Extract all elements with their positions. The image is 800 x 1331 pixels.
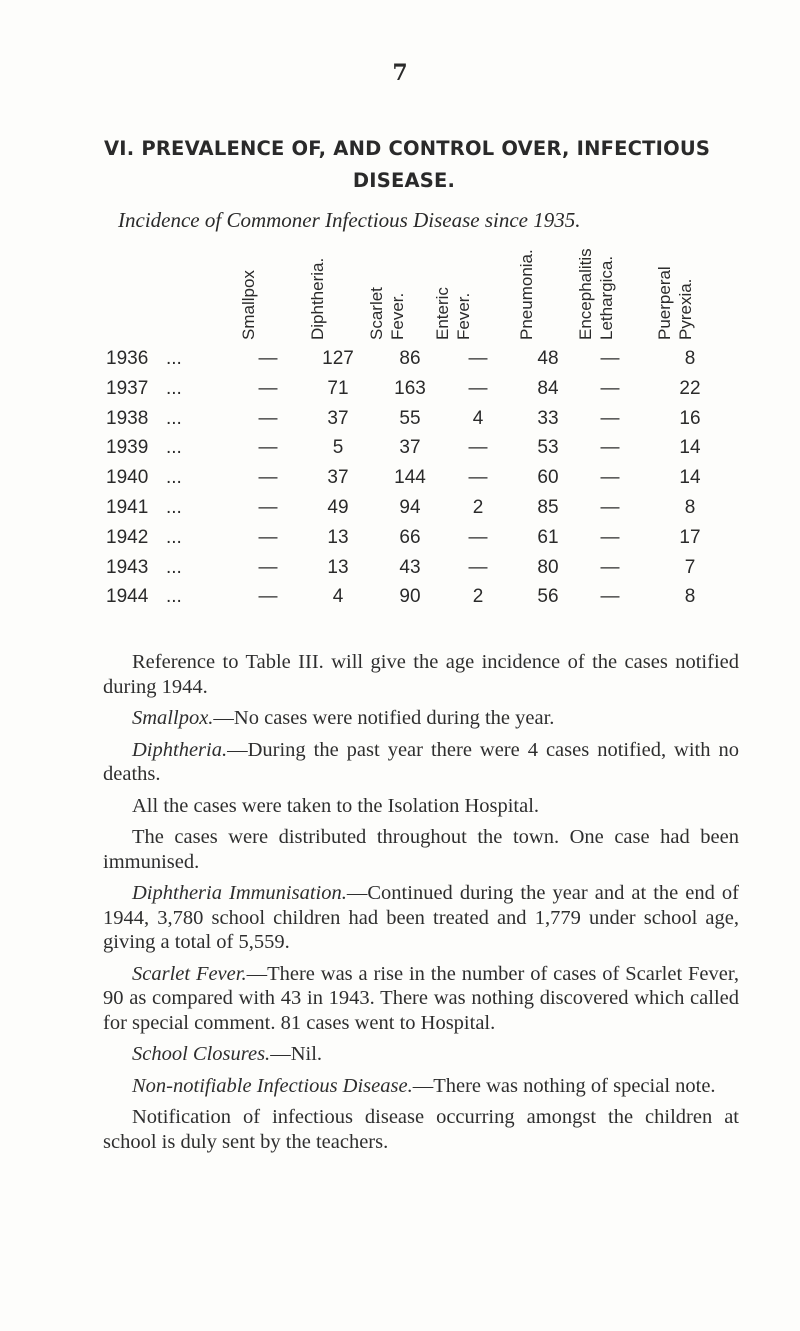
table-cell: 8 <box>684 348 696 369</box>
paragraph-lead: Non-notifiable Infectious Disease. <box>132 1074 413 1097</box>
table-cell: — <box>258 437 278 459</box>
table-cell: 86 <box>399 348 421 369</box>
table-cell: 14 <box>679 467 701 489</box>
row-year: 1936 <box>106 348 149 369</box>
table-cell: 16 <box>679 407 701 429</box>
table-cell: 37 <box>327 467 349 489</box>
column-header-label: Lethargica. <box>597 255 616 340</box>
table-cell: 85 <box>537 496 559 518</box>
table-cell: 7 <box>684 556 696 578</box>
table-cell: 2 <box>472 496 484 518</box>
paragraph-notification: Notification of infectious disease occurring amongst the children at school is duly sent by the teachers. <box>103 1106 739 1153</box>
column-header-label: Smallpox <box>239 270 258 340</box>
section-heading <box>104 133 744 197</box>
row-leader-dots: ... <box>166 377 182 399</box>
table-cell: 43 <box>399 556 421 578</box>
table-cell: 37 <box>327 407 349 429</box>
paragraph-reference: Reference to Table III. will give the age incidence of the cases notified during 1944. <box>103 651 739 698</box>
table-row <box>0 586 800 616</box>
table-cell: 127 <box>322 348 354 369</box>
table-cell: 60 <box>537 467 559 489</box>
row-leader-dots: ... <box>166 556 182 578</box>
table-cell: 61 <box>537 526 559 548</box>
table-subtitle: Incidence of Commoner Infectious Disease since 1935. <box>118 208 581 232</box>
paragraph-text: —There was a rise in the number of cases of Scarlet Fever, 90 as compared with 43 in 1943. There was nothing discovered which called for special comment. 81 cases went to Hospital. <box>103 962 739 1034</box>
table-cell: — <box>600 377 620 399</box>
table-cell: — <box>600 407 620 429</box>
column-header-pneumonia <box>517 232 560 342</box>
table-row <box>0 437 800 467</box>
paragraph-diphtheria <box>103 738 739 787</box>
table-cell: 33 <box>537 407 559 429</box>
paragraph-text: —During the past year there were 4 cases notified, with no deaths. <box>103 738 739 785</box>
row-year: 1939 <box>106 437 149 459</box>
table-cell: — <box>600 496 620 518</box>
row-year: 1941 <box>106 496 149 518</box>
table-cell: — <box>600 556 620 578</box>
table-row <box>0 527 800 557</box>
paragraph-text: —There was nothing of special note. <box>412 1074 716 1097</box>
row-year: 1943 <box>106 556 149 578</box>
row-leader-dots: ... <box>166 348 182 369</box>
table-cell: 80 <box>537 556 559 578</box>
table-cell: — <box>600 526 620 548</box>
table-cell: 2 <box>472 586 484 608</box>
paragraph-immunisation <box>103 881 739 955</box>
table-cell: 8 <box>684 496 696 518</box>
column-header-label: Enteric <box>433 287 452 340</box>
table-cell: — <box>468 556 488 578</box>
row-year: 1938 <box>106 407 149 429</box>
table-cell: — <box>468 348 488 369</box>
row-leader-dots: ... <box>166 407 182 429</box>
table-cell: 13 <box>327 556 349 578</box>
column-header-label: Pneumonia. <box>517 249 536 340</box>
column-header-label: Scarlet <box>367 287 386 340</box>
heading-line-2: DISEASE. <box>352 169 456 192</box>
table-cell: 14 <box>679 437 701 459</box>
table-cell: 37 <box>399 437 421 459</box>
column-header-label: Pyrexia. <box>676 278 695 340</box>
paragraph-scarlet-fever <box>103 962 739 1036</box>
table-cell: — <box>468 526 488 548</box>
column-header-scarlet-fever <box>367 232 430 342</box>
paragraph-lead: Diphtheria. <box>132 738 228 761</box>
table-cell: — <box>258 526 278 548</box>
table-cell: 4 <box>332 586 344 608</box>
table-cell: 49 <box>327 496 349 518</box>
table-cell: 90 <box>399 586 421 608</box>
row-year: 1942 <box>106 526 149 548</box>
table-cell: — <box>468 377 488 399</box>
table-cell: 5 <box>332 437 344 459</box>
paragraph-lead: Smallpox. <box>132 707 214 729</box>
table-cell: — <box>258 377 278 399</box>
column-header-encephalitis-lethargica <box>576 232 639 342</box>
table-row <box>0 348 800 378</box>
row-year: 1944 <box>106 586 149 608</box>
table-cell: — <box>600 348 620 369</box>
column-header-diphtheria <box>308 232 351 342</box>
heading-line-1: VI. PREVALENCE OF, AND CONTROL OVER, INFECTIOUS <box>104 137 711 160</box>
table-cell: 13 <box>327 526 349 548</box>
paragraph-text: —No cases were notified during the year. <box>213 707 555 729</box>
table-row <box>0 408 800 438</box>
table-cell: — <box>258 586 278 608</box>
table-cell: 71 <box>327 377 349 399</box>
table-cell: — <box>600 437 620 459</box>
paragraph-distributed: The cases were distributed throughout the town. One case had been immunised. <box>103 826 739 873</box>
column-header-enteric-fever <box>433 232 496 342</box>
paragraph-lead: Diphtheria Immunisation. <box>132 882 347 904</box>
row-leader-dots: ... <box>166 586 182 608</box>
table-cell: — <box>258 407 278 429</box>
paragraph-text: —Continued during the year and at the end of 1944, 3,780 school children had been treated and 1,779 under school age, giving a total of 5,559. <box>103 882 739 953</box>
paragraph-text: —Nil. <box>270 1043 323 1065</box>
row-leader-dots: ... <box>166 496 182 518</box>
table-cell: — <box>258 556 278 578</box>
paragraph-smallpox <box>103 706 739 731</box>
table-cell: 48 <box>537 348 559 369</box>
table-cell: 84 <box>537 377 559 399</box>
table-cell: — <box>258 496 278 518</box>
column-header-label: Fever. <box>454 292 473 340</box>
table-cell: 55 <box>399 407 421 429</box>
report-body <box>103 650 739 1161</box>
paragraph-lead: School Closures. <box>132 1043 271 1065</box>
column-header-label: Encephalitis <box>576 248 595 340</box>
column-header-label: Diphtheria. <box>308 257 327 340</box>
table-cell: 53 <box>537 437 559 459</box>
paragraph-school-closures <box>103 1042 739 1067</box>
column-header-label: Puerperal <box>655 266 674 340</box>
row-leader-dots: ... <box>166 467 182 489</box>
paragraph-non-notifiable <box>103 1074 739 1099</box>
incidence-table <box>0 348 800 616</box>
table-cell: — <box>600 467 620 489</box>
table-cell: 22 <box>679 377 701 399</box>
row-year: 1940 <box>106 467 149 489</box>
table-row <box>0 378 800 408</box>
table-cell: 56 <box>537 586 559 608</box>
table-row <box>0 497 800 527</box>
column-header-label: Fever. <box>388 292 407 340</box>
row-leader-dots: ... <box>166 437 182 459</box>
table-cell: 163 <box>394 377 426 399</box>
column-header-smallpox <box>239 232 282 342</box>
paragraph-isolation: All the cases were taken to the Isolation Hospital. <box>132 794 540 817</box>
table-row <box>0 557 800 587</box>
column-header-puerperal-pyrexia <box>655 232 718 342</box>
table-cell: 17 <box>679 526 701 548</box>
table-cell: 144 <box>394 467 426 489</box>
table-row <box>0 467 800 497</box>
row-leader-dots: ... <box>166 526 182 548</box>
table-cell: — <box>258 348 278 369</box>
table-cell: — <box>468 467 488 489</box>
table-cell: — <box>468 437 488 459</box>
row-year: 1937 <box>106 377 149 399</box>
table-cell: 8 <box>684 586 696 608</box>
table-cell: 66 <box>399 526 421 548</box>
table-cell: — <box>258 467 278 489</box>
page-number: 7 <box>392 60 408 86</box>
table-cell: — <box>600 586 620 608</box>
paragraph-lead: Scarlet Fever. <box>132 962 247 985</box>
table-cell: 4 <box>472 407 484 429</box>
table-cell: 94 <box>399 496 421 518</box>
